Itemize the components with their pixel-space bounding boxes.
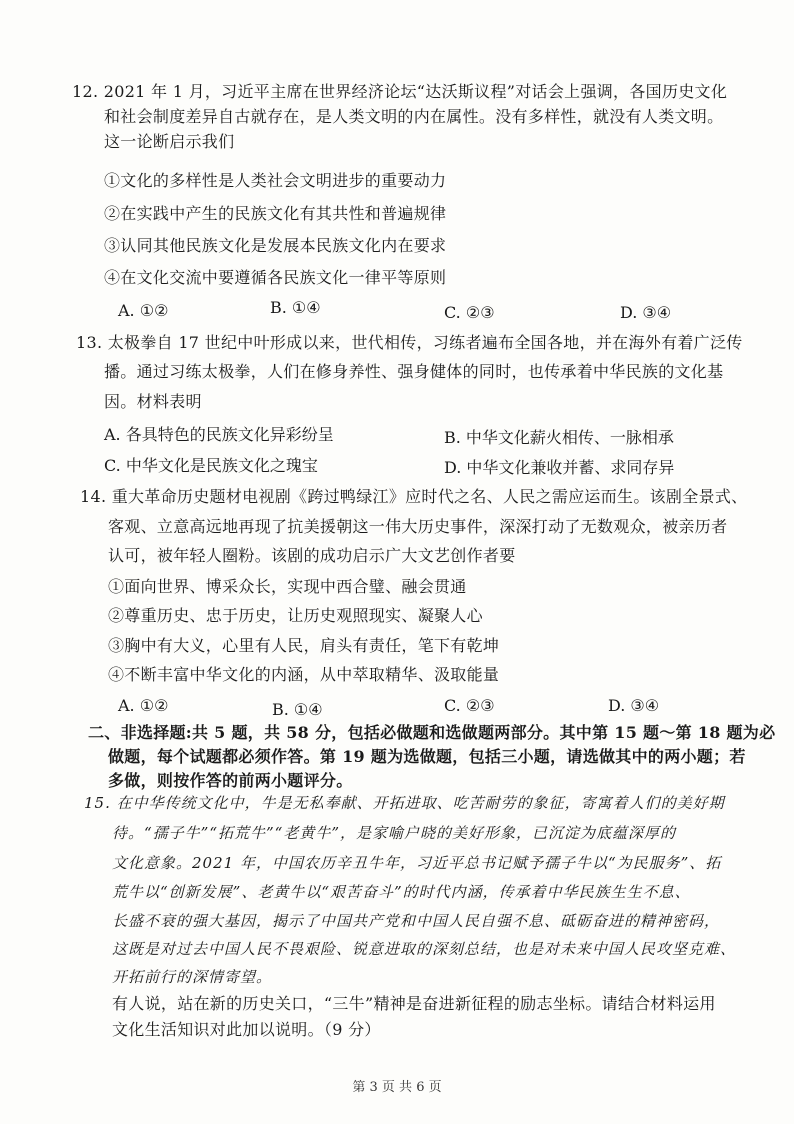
q14-item-1: ①面向世界、博采众长，实现中西合璧、融会贯通 (108, 577, 467, 596)
q13-option-d: D. 中华文化兼收并蓄、求同存异 (444, 458, 675, 477)
q14-item-3: ③胸中有大义，心里有人民，肩头有责任，笔下有乾坤 (108, 636, 500, 655)
q12-item-2: ②在实践中产生的民族文化有其共性和普遍规律 (104, 204, 447, 223)
q13-line-1: 13. 太极拳自 17 世纪中叶形成以来，世代相传，习练者遍布全国各地，并在海外有着广泛传 (76, 333, 743, 352)
q12-line-1: 12. 2021 年 1 月，习近平主席在世界经济论坛“达沃斯议程”对话会上强调，各国历史文化 (72, 82, 728, 101)
q14-option-d: D. ③④ (608, 696, 660, 715)
q13-line-2: 播。通过习练太极拳，人们在修身养性、强身健体的同时，也传承着中华民族的文化基 (104, 362, 724, 381)
q14-option-c: C. ②③ (444, 696, 495, 715)
q12-item-4: ④在文化交流中要遵循各民族文化一律平等原则 (104, 268, 447, 287)
q12-option-b: B. ①④ (270, 298, 321, 317)
q15-material-line-4: 荒牛以“创新发展”、老黄牛以“艰苦奋斗”的时代内涵，传承着中华民族生生不息、 (112, 883, 691, 901)
q14-line-1: 14. 重大革命历史题材电视剧《跨过鸭绿江》应时代之名、人民之需应运而生。该剧全景式、 (80, 487, 748, 506)
q15-material-line-3: 文化意象。2021 年，中国农历辛丑牛年，习近平总书记赋予孺子牛以“为民服务”、拓 (112, 854, 722, 872)
q15-prompt-line-2: 文化生活知识对此加以说明。（9 分） (112, 1020, 381, 1039)
section-2-line-1: 二、非选择题:共 5 题，共 58 分，包括必做题和选做题两部分。其中第 15 题～第 18 题为必 (88, 723, 776, 742)
q13-option-a: A. 各具特色的民族文化异彩纷呈 (104, 425, 334, 444)
q15-prompt-line-1: 有人说，站在新的历史关口，“三牛”精神是奋进新征程的励志坐标。请结合材料运用 (112, 994, 716, 1013)
q15-material-line-5: 长盛不衰的强大基因，揭示了中国共产党和中国人民自强不息、砥砺奋进的精神密码， (112, 912, 721, 930)
q13-option-b: B. 中华文化薪火相传、一脉相承 (444, 428, 674, 447)
q13-line-3: 因。材料表明 (104, 392, 202, 411)
q14-option-a: A. ①② (118, 696, 169, 715)
q12-line-2: 和社会制度差异自古就存在，是人类文明的内在属性。没有多样性，就没有人类文明。 (104, 107, 724, 126)
q14-line-2: 客观、立意高远地再现了抗美援朝这一伟大历史事件，深深打动了无数观众，被亲历者 (108, 517, 728, 536)
q12-item-1: ①文化的多样性是人类社会文明进步的重要动力 (104, 171, 447, 190)
q12-item-3: ③认同其他民族文化是发展本民族文化内在要求 (104, 236, 447, 255)
q15-material-line-7: 开拓前行的深情寄望。 (112, 968, 273, 986)
q14-line-3: 认可，被年轻人圈粉。该剧的成功启示广大文艺创作者要 (108, 546, 516, 565)
section-2-line-2: 做题，每个试题都必须作答。第 19 题为选做题，包括三小题，请选做其中的两小题；若 (108, 747, 746, 766)
page-number-footer: 第 3 页 共 6 页 (352, 1080, 442, 1095)
section-2-line-3: 多做，则按作答的前两小题评分。 (108, 771, 353, 790)
q15-material-line-2: 待。“孺子牛”“拓荒牛”“老黄牛”，是家喻户晓的美好形象，已沉淀为底蕴深厚的 (112, 824, 677, 842)
q12-option-c: C. ②③ (444, 303, 495, 322)
q12-option-d: D. ③④ (620, 303, 672, 322)
q12-line-3: 这一论断启示我们 (104, 132, 235, 151)
q14-item-4: ④不断丰富中华文化的内涵，从中萃取精华、汲取能量 (108, 665, 500, 684)
q13-option-c: C. 中华文化是民族文化之瑰宝 (104, 456, 318, 475)
q14-option-b: B. ①④ (272, 700, 323, 719)
q14-item-2: ②尊重历史、忠于历史，让历史观照现实、凝聚人心 (108, 606, 483, 625)
q15-material-line-6: 这既是对过去中国人民不畏艰险、锐意进取的深刻总结，也是对未来中国人民攻坚克难、 (112, 940, 737, 958)
q15-material-line-1: 15. 在中华传统文化中，牛是无私奉献、开拓进取、吃苦耐劳的象征，寄寓着人们的美好期 (84, 794, 725, 812)
q12-option-a: A. ①② (118, 301, 169, 320)
